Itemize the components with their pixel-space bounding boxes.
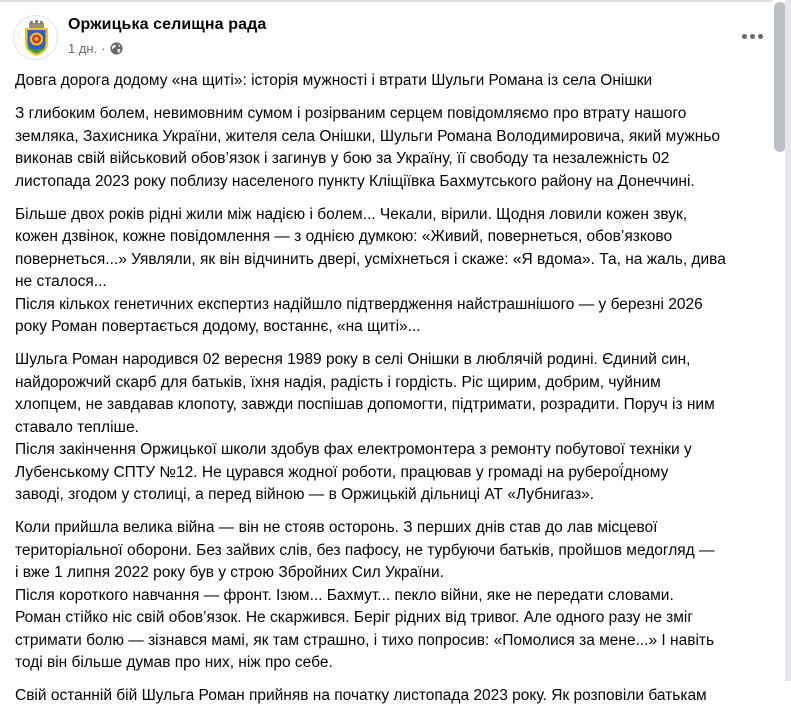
post-timestamp[interactable]: 1 дн. [68, 41, 98, 56]
text-line: територіальної оборони. Без зайвих слів, без пафосу, не турбуючи батьків, пройшов медогляд — [15, 541, 715, 559]
text-line: і вже 1 липня 2022 року був у строю Збройних Сил України. [15, 564, 444, 581]
more-horizontal-icon [742, 34, 747, 39]
text-line: виконав свій військовий обов’язок і загинув у бою за Україну, її свободу та незалежність 02 [15, 150, 670, 167]
text-line: року Роман повертається додому, востаннє, «на щиті»... [15, 318, 421, 335]
more-options-button[interactable] [734, 22, 770, 50]
text-line: найдорожчий скарб для батьків, їхня надія, радість і гордість. Ріс щирим, добрим, чуйним [15, 373, 661, 391]
text-line: ставало тепліше. [15, 418, 139, 436]
text-line: Коли прийшла велика війна — він не стояв осторонь. З перших днів став до лав місцевої [15, 519, 658, 536]
post-paragraph [15, 349, 775, 507]
text-line: повернеться...» Уявляли, як він відчинить двері, усміхнеться і скаже: «Я вдома». Та, на жаль, дива [15, 250, 726, 268]
more-horizontal-icon [750, 34, 755, 39]
text-line: Більше двох років рідні жили між надією і болем... Чекали, вірили. Щодня ловили кожен звук, [15, 205, 688, 223]
text-line: Свій останній бій Шульга Роман прийняв на початку листопада 2023 року. Як розповіли батькам [15, 687, 707, 704]
text-line: хлопцем, не завдавав клопоту, завжди поспішав допомогти, підтримати, розрадити. Поруч із ним [15, 396, 715, 413]
text-line: заводі, згодом у столиці, а перед війною — в Оржицькій дільниці АТ «Лубнигаз». [15, 486, 595, 503]
background-panel-edge [785, 0, 791, 681]
post-paragraph [15, 204, 775, 339]
post-header [0, 2, 772, 60]
text-line: З глибоким болем, невимовним сумом і розірваним серцем повідомляємо про втрату нашого [15, 105, 687, 122]
text-line: листопада 2023 року поблизу населеного пункту Кліщіївка Бахмутського району на Донеччині. [15, 172, 695, 190]
post-paragraph [15, 685, 775, 708]
post-paragraph [15, 517, 775, 675]
text-line: Після закінчення Оржицької школи здобув фах електромонтера з ремонту побутової техніки у [15, 441, 692, 458]
text-line: Шульга Роман народився 02 вересня 1989 року в селі Онішки в люблячій родині. Єдиний син, [15, 351, 691, 368]
text-line: Роман стійко ніс свій обов’язок. Не скаржився. Беріг рідних від тривог. Але одного разу не зміг [15, 609, 694, 626]
more-horizontal-icon [758, 34, 763, 39]
avatar[interactable] [13, 15, 58, 60]
globe-icon[interactable] [110, 42, 123, 55]
page-name-link[interactable]: Оржицька селищна рада [68, 16, 267, 33]
text-line: земляка, Захисника України, жителя села Онішки, Шульги Романа Володимировича, який мужньо [15, 127, 721, 145]
text-line: Довга дорога додому «на щиті»: історія мужності і втрати Шульги Романа із села Онішки [15, 72, 653, 89]
text-line: кожен дзвінок, кожне повідомлення — з однією думкою: «Живий, повернеться, обов’язково [15, 228, 673, 245]
post-body [15, 70, 775, 718]
facebook-post [0, 2, 772, 704]
text-line: стримати болю — зізнався мамі, як там страшно, і тихо попросив: «Помолися за мене...» І навіть [15, 631, 715, 649]
text-line: тоді він більше думав про них, ніж про себе. [15, 654, 333, 671]
post-meta [68, 41, 123, 56]
text-line: Лубенському СПТУ №12. Не цурався жодної роботи, працював у громаді на руберої́дному [15, 463, 669, 481]
meta-separator: · [101, 41, 106, 56]
text-line: Після кількох генетичних експертиз надійшло підтвердження найстрашнішого — у березні 2026 [15, 295, 703, 313]
text-line: Після короткого навчання — фронт. Ізюм... Бахмут... пекло війни, яке не передати словами. [15, 586, 674, 604]
coat-of-arms-icon [14, 16, 59, 61]
text-line: не сталося... [15, 273, 107, 290]
post-title-paragraph [15, 70, 775, 93]
post-paragraph [15, 103, 775, 193]
